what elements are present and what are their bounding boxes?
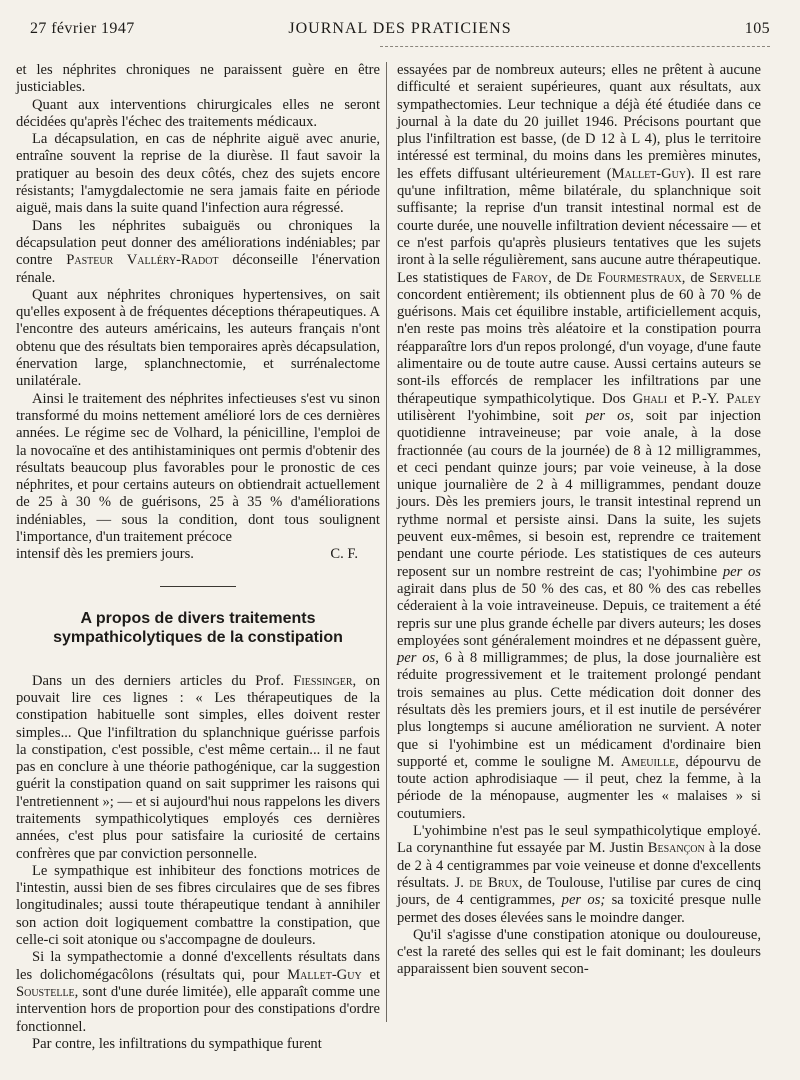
right-column [397,62,761,1070]
journal-title: JOURNAL DES PRATICIENS [288,20,512,37]
author-name: De Fourmestraux [575,269,682,286]
paragraph: L'yohimbine n'est pas le seul sympathicolytique employé. La corynanthine fut essayée par M. Justin Besançon à la dose de 2 à 4 centigrammes par voie veineuse et donne d'excellents résultats. J. de Brux, de Toulouse, l'utilise par cures de cinq jours, de 4 centigrammes, per os; sa toxicité presque nulle permet des doses élevées sans le moindre danger. [397,823,761,926]
author-name: Mallet-Guy [611,165,687,182]
left-column [16,62,380,1070]
page-header [30,14,770,42]
author-name: Paley [726,390,761,407]
paragraph: et les néphrites chroniques ne paraissent guère en être justiciables. [16,62,380,96]
author-name: Ghali [632,390,668,407]
signature: C. F. [330,546,358,563]
paragraph: Par contre, les infiltrations du sympathique furent [32,1035,322,1052]
author-name: Mallet-Guy [287,966,362,983]
author-name: Soustelle [16,983,75,1000]
author-name: Besançon [647,840,705,857]
author-name: Fiessinger [293,672,353,689]
paragraph: Le sympathique est inhibiteur des fonctions motrices de l'intestin, aussi bien de ses fibres circulaires que de ses fibres longitudinales; aussi toute thérapeutique tendant à annihiler son action doit logiquement combattre la constipation, que celle-ci soit atonique ou s'accompagne de douleurs. [16,862,380,949]
signature-line: intensif dès les premiers jours. C. F. [16,546,380,563]
paragraph: Quant aux interventions chirurgicales elles ne seront décidées qu'après l'échec des traitements médicaux. [16,96,380,130]
author-name: Pasteur Valléry-Radot [66,252,219,269]
issue-date: 27 février 1947 [30,20,135,37]
paragraph: Qu'il s'agisse d'une constipation atonique ou douloureuse, c'est la rareté des selles qui est le fait dominant; les douleurs apparaissent bien souvent secon- [397,926,761,978]
paragraph: Dans un des derniers articles du Prof. Fiessinger, on pouvait lire ces lignes : « Les thérapeutiques de la constipation habituelle sont simples, elles doivent rester simples... Que l'infiltration du splanchnique guérisse parfois la constipation, c'est possible, c'est même certain... il ne faut pas en conclure à une théorie pathogénique, car la suggestion guérit la constipation quand on sait supprimer les raisons qui l'entretiennent »; — et si aujourd'hui nous rappelons les divers traitements sympathicolytiques employés ces dernières années, c'est plus pour satisfaire la curiosité de certains confrères que par conviction personnelle. [16,672,381,862]
author-name: Servelle [709,269,761,286]
paragraph: Quant aux néphrites chroniques hypertensives, on sait qu'elles exposent à de fréquentes déceptions thérapeutiques. A l'encontre des auteurs américains, les auteurs français n'ont obtenu que des résultats bien temporaires après décapsulation, énervation large, splanchnectomie, et surrénalectome unilatérale. [16,286,380,390]
author-name: de Brux [469,874,519,891]
section-divider [160,586,236,587]
paragraph: La décapsulation, en cas de néphrite aiguë avec anurie, entraîne souvent la reprise de la diurèse. Il faut savoir la pratiquer au besoin des deux côtés, chez des sujets encore résistants; l'amygdalectomie ne sera jamais faite en période aiguë, mais dans la suite quand l'infection aura régressé. [16,131,380,217]
paragraph: Ainsi le traitement des néphrites infectieuses s'est vu sinon transformé du moins nettement amélioré lors de ces dernières années. Le régime sec de Volhard, la pénicilline, l'emploi de la novocaïne et des antihistaminiques ont permis d'obtenir des résultats beaucoup plus favorables pour le pronostic de ces néphrites, et pour certains auteurs on obtiendrait actuellement de 25 à 30 % de guérisons, 25 à 35 % d'améliorations indéniables, — sous la condition, dont tous soulignent l'importance, d'un traitement précoce [16,390,380,546]
author-name: Faroy [511,269,549,286]
paragraph: essayées par de nombreux auteurs; elles ne prêtent à aucune difficulté et seraient supérieures, quant aux résultats, aux sympathectomies. Leur technique a déjà été étudiée dans ce journal à la date du 20 juillet 1946. Précisons pourtant que plus l'infiltration est basse, (de D 12 à L 4), plus le territoire intéressé est terminal, du moins dans les premières minutes, les effets diffusant ultérieurement (Mallet-Guy). Il est rare qu'une infiltration, même bilatérale, du splanchnique soit suffisante; la reprise d'un transit intestinal normal est de courte durée, une nouvelle infiltration devient nécessaire — et ce n'est parfois qu'après plusieurs tentatives que les sujets iront à la selle régulièrement, sans aucune autre thérapeutique. Les statistiques de Faroy, de De Fourmestraux, de Servelle concordent entièrement; ils obtiennent plus de 60 à 70 % de guérisons. Mais cet équilibre instable, artificiellement acquis, n'en reste pas moins très aléatoire et la constipation pourra réapparaître lors d'un repos prolongé, d'un voyage, d'une faute alimentaire ou de toute autre cause. Aussi certains auteurs se sont-ils efforcés de remplacer les infiltrations par une thérapeutique sympathicolytique. Dos Ghali et P.-Y. Paley utilisèrent l'yohimbine, soit per os, soit par injection quotidienne intraveineuse; par voie anale, à la dose fractionnée (au cours de la journée) de 8 à 12 milligrammes, et ceci pendant quinze jours; par voie veineuse, à la dose unique journalière de 2 à 4 milligrammes, pendant douze jours. Dès les premiers jours, le transit intestinal reprend un rythme normal et persiste ainsi. Dans la suite, les sujets peuvent eux-mêmes, si besoin est, reprendre ce traitement pendant une courte période. Les statistiques de ces auteurs reposent sur un nombre restreint de cas; l'yohimbine per os agirait dans plus de 50 % des cas, et 80 % des cas rebelles céderaient à la voie intraveineuse. Depuis, ce traitement a été repris sur une plus grande échelle par divers auteurs; les doses employées sont généralement moindres et ne dépassent guère, per os, 6 à 8 milligrammes; de plus, la dose journalière est réduite progressivement et le traitement prolongé pendant trois semaines au plus. Cette médication doit donner des résultats dès les premiers jours, et il est inutile de persévérer plus longtemps si aucune amélioration ne survient. A noter que si l'yohimbine est un médicament d'ordinaire bien supporté et, comme le souligne M. Ameuille, dépourvu de toute action aphrodisiaque — il peut, chez la femme, à la période de la ménopause, augmenter les « malaises » si coutumiers. [397,62,761,822]
header-rule [380,46,770,47]
column-divider [386,62,387,1022]
article-title: A propos de divers traitements sympathicolytiques de la constipation [53,609,343,646]
author-name: Ameuille [620,753,676,770]
paragraph: Dans les néphrites subaiguës ou chroniques la décapsulation peut donner des améliorations indéniables; par contre Pasteur Valléry-Radot déconseille l'énervation rénale. [16,217,380,286]
paragraph: Si la sympathectomie a donné d'excellents résultats dans les dolichomégacôlons (résultats qui, pour Mallet-Guy et Soustelle, sont d'une durée limitée), elle apparaît comme une intervention hors de proportion pour des constipations d'ordre fonctionnel. [16,949,380,1035]
page-number: 105 [744,20,770,37]
